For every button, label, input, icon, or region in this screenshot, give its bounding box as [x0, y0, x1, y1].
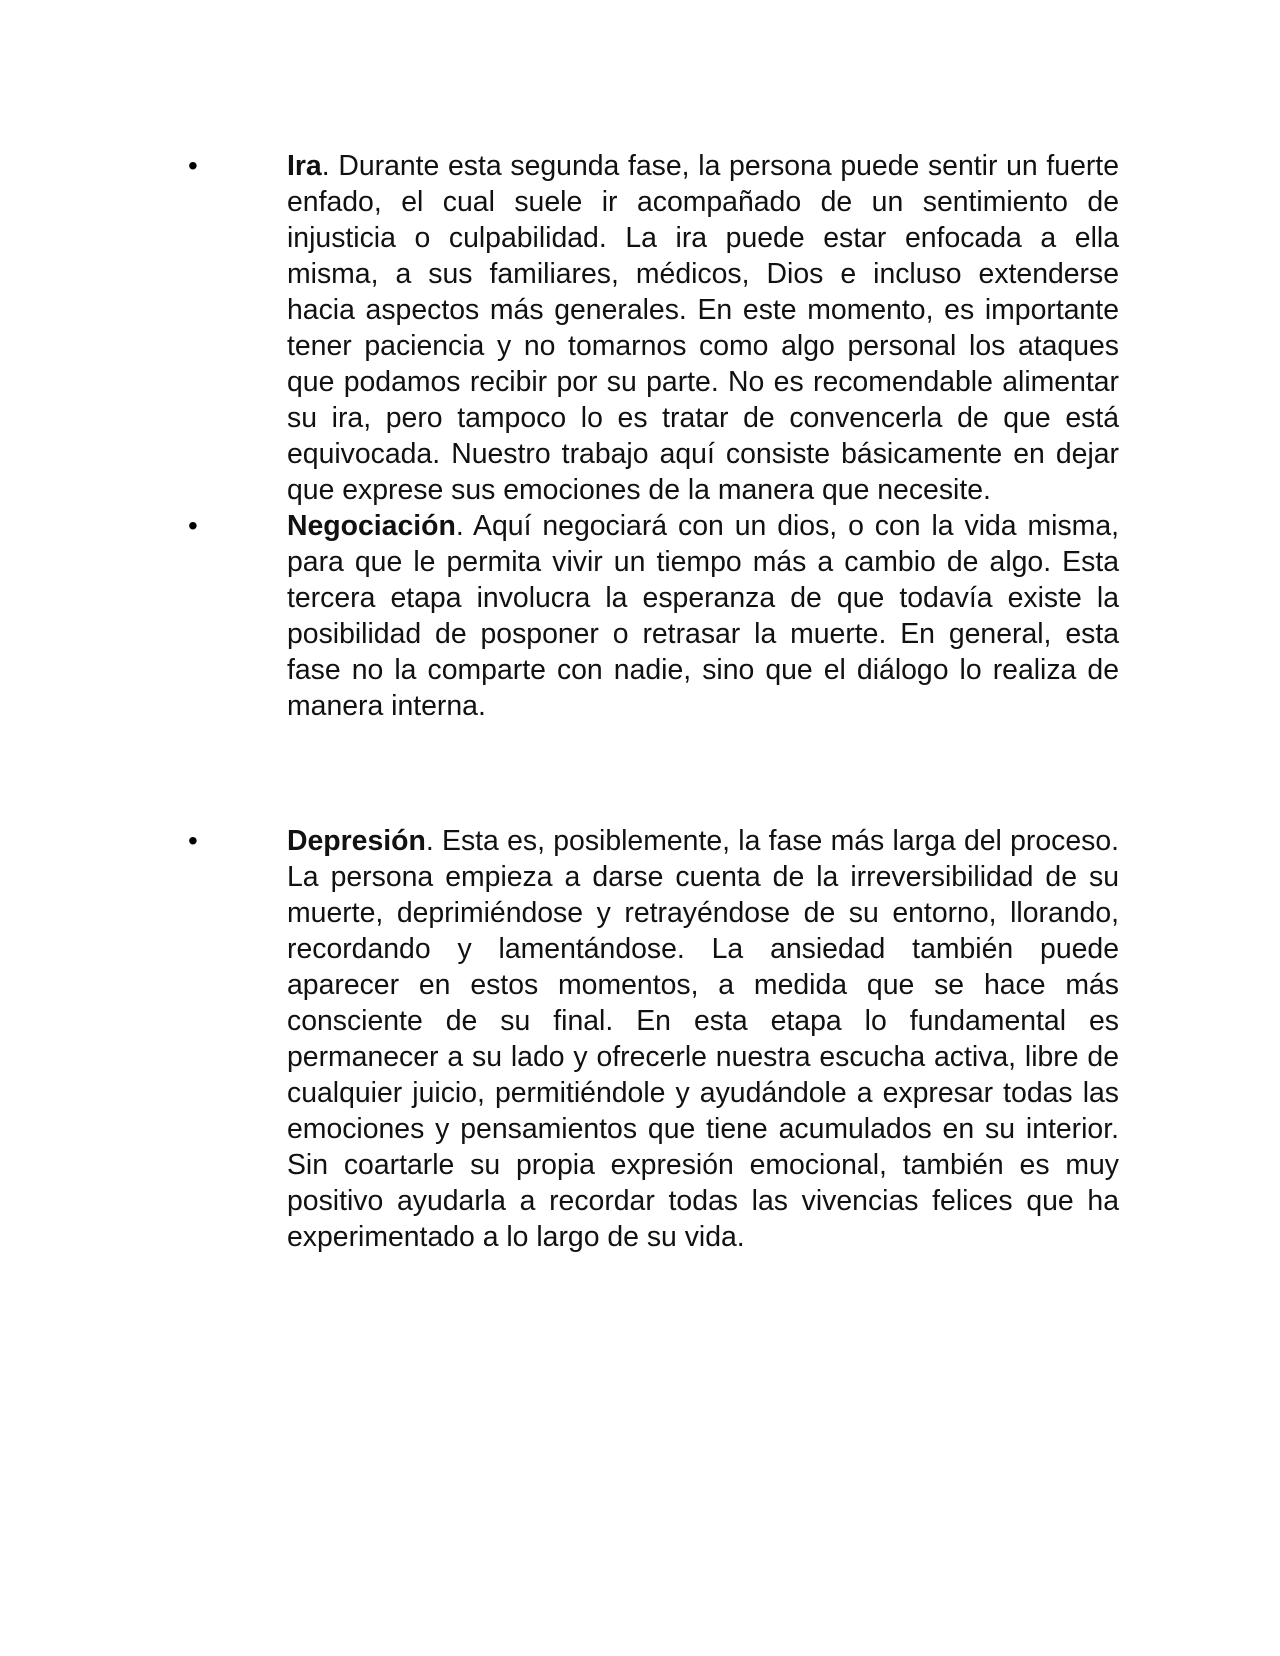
description-ira: . Durante esta segunda fase, la persona puede sentir un fuerte enfado, el cual suele ir acompañado de un sentimiento de injusticia o culpabilidad. La ira puede estar enfocada a ella misma, a sus familiares, médicos, Dios e incluso extenderse hacia aspectos más generales. En este momento, es importante tener paciencia y no tomarnos como algo personal los ataques que podamos recibir por su parte. No es recomendable alimentar su ira, pero tampoco lo es tratar de convencerla de que está equivocada. Nuestro trabajo aquí consiste básicamente en dejar que exprese sus emociones de la manera que necesite. [287, 150, 1119, 506]
term-depresion: Depresión [287, 825, 426, 857]
bullet-icon: • [188, 150, 198, 181]
term-negociacion: Negociación [287, 510, 456, 542]
list-item-depresion [0, 823, 1280, 1255]
description-negociacion: . Aquí negociará con un dios, o con la vida misma, para que le permita vivir un tiempo más a cambio de algo. Esta tercera etapa involucra la esperanza de que todavía existe la posibilidad de posponer o retrasar la muerte. En general, esta fase no la comparte con nadie, sino que el diálogo lo realiza de manera interna. [287, 510, 1119, 722]
stages-list [0, 148, 1280, 1255]
list-item-ira [0, 148, 1280, 508]
bullet-icon: • [188, 825, 198, 856]
paragraph-depresion [287, 823, 1119, 1255]
bullet-icon: • [188, 510, 198, 541]
paragraph-ira [287, 148, 1119, 508]
list-item-negociacion [0, 508, 1280, 724]
term-ira: Ira [287, 150, 322, 182]
paragraph-negociacion [287, 508, 1119, 724]
description-depresion: . Esta es, posiblemente, la fase más larga del proceso. La persona empieza a darse cuenta de la irreversibilidad de su muerte, deprimiéndose y retrayéndose de su entorno, llorando, recordando y lamentándose. La ansiedad también puede aparecer en estos momentos, a medida que se hace más consciente de su final. En esta etapa lo fundamental es permanecer a su lado y ofrecerle nuestra escucha activa, libre de cualquier juicio, permitiéndole y ayudándole a expresar todas las emociones y pensamientos que tiene acumulados en su interior. Sin coartarle su propia expresión emocional, también es muy positivo ayudarla a recordar todas las vivencias felices que ha experimentado a lo largo de su vida. [287, 825, 1119, 1253]
